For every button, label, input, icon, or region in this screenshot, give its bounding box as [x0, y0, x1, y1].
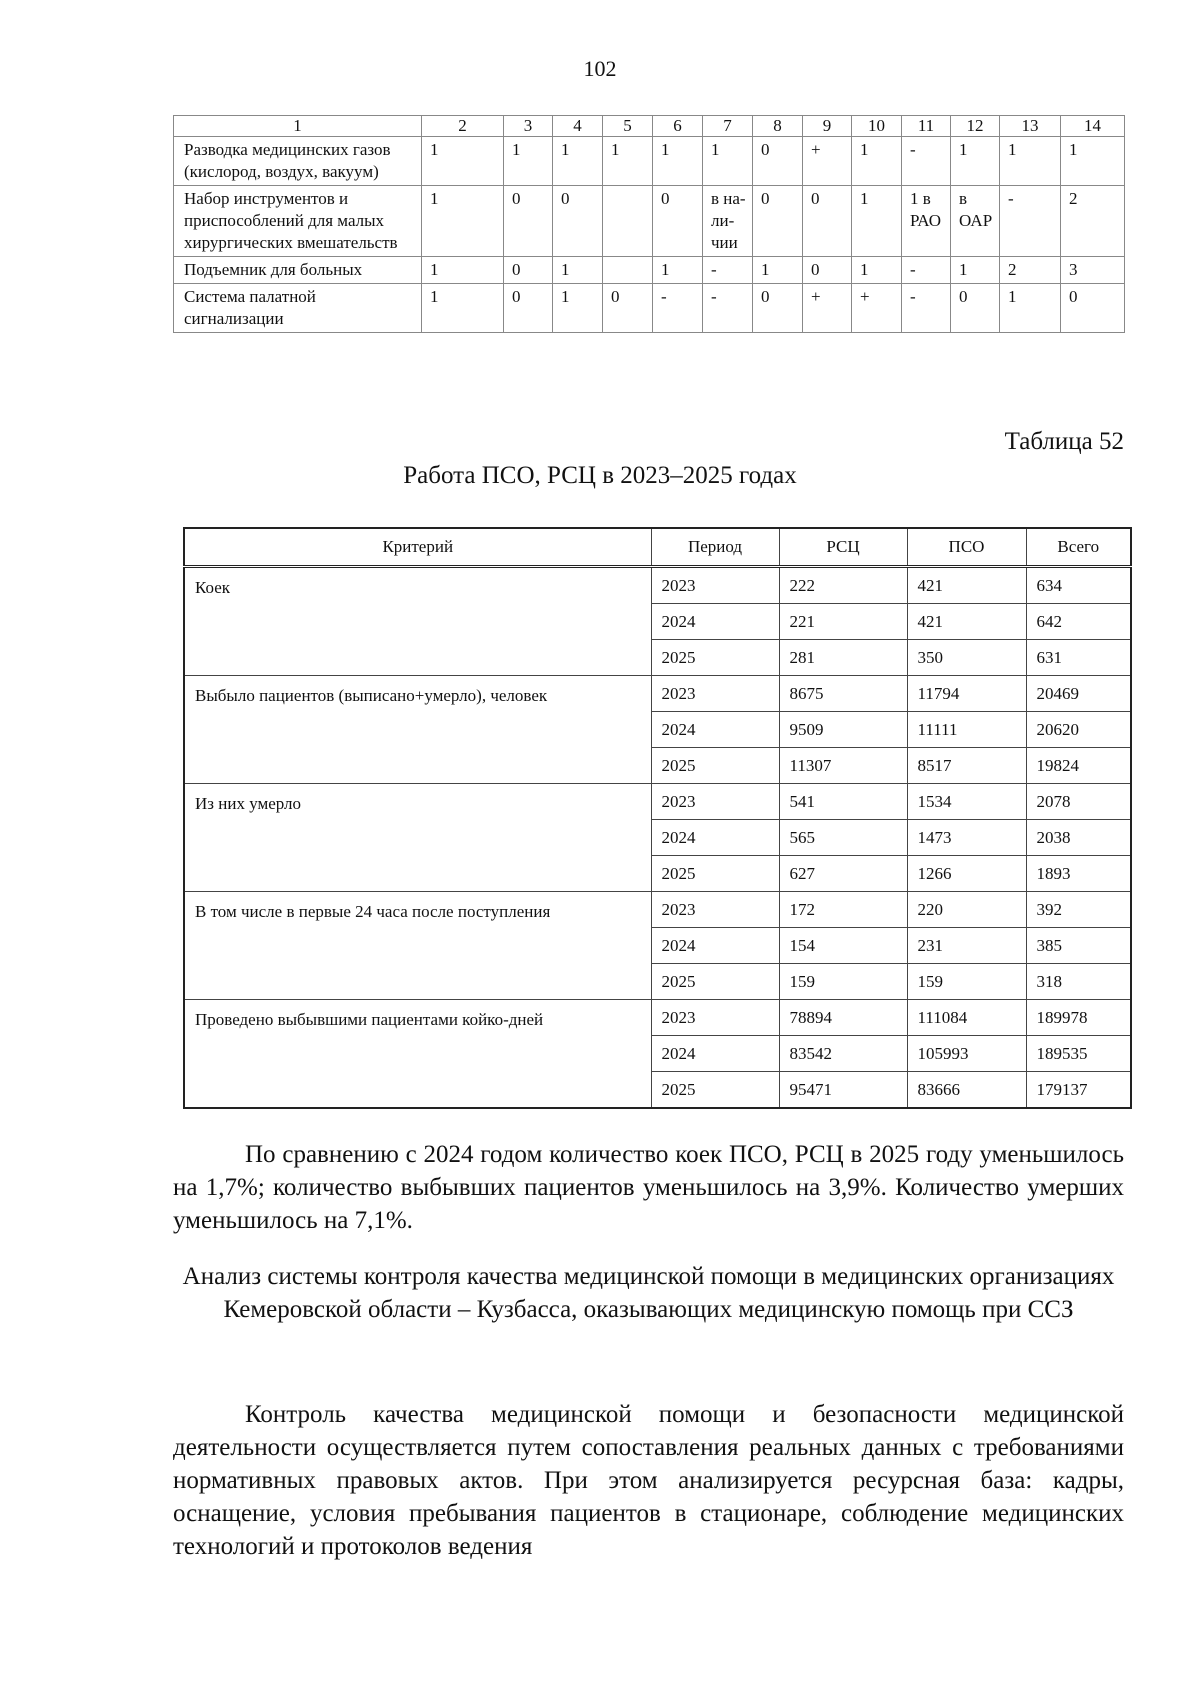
table-cell: - [902, 257, 951, 284]
table-cell: - [703, 257, 753, 284]
criterion-cell: Из них умерло [184, 784, 651, 892]
value-cell: 159 [907, 964, 1026, 1000]
value-cell: 565 [779, 820, 907, 856]
value-cell: 8517 [907, 748, 1026, 784]
period-cell: 2024 [651, 820, 779, 856]
period-cell: 2023 [651, 784, 779, 820]
criterion-cell: Коек [184, 567, 651, 676]
value-cell: 8675 [779, 676, 907, 712]
table-cell: 0 [753, 284, 803, 333]
table-row [184, 676, 1131, 712]
value-cell: 83542 [779, 1036, 907, 1072]
value-cell: 95471 [779, 1072, 907, 1109]
table-cell: 1 [951, 137, 1000, 186]
value-cell: 105993 [907, 1036, 1026, 1072]
value-cell: 189978 [1026, 1000, 1131, 1036]
value-cell: 189535 [1026, 1036, 1131, 1072]
table-cell: 1 [1000, 284, 1061, 333]
table-cell: 0 [504, 186, 553, 257]
table-cell: 1 [553, 137, 603, 186]
page-number: 102 [583, 56, 617, 81]
criterion-cell: Выбыло пациентов (выписано+умерло), человек [184, 676, 651, 784]
table-cell: 1 [422, 284, 504, 333]
column-header: 4 [553, 116, 603, 137]
table-cell: 1 [1061, 137, 1125, 186]
period-cell: 2024 [651, 928, 779, 964]
body-paragraph: Контроль качества медицинской помощи и безопасности медицинской деятельности осуществляется путем сопоставления реальных данных с требованиями нормативных правовых актов. При этом анализируется ресурсная база: кадры, оснащение, условия пребывания пациентов в стационаре, соблюдение медицинских технологий и протоколов ведения [173, 1401, 1124, 1560]
value-cell: 1893 [1026, 856, 1131, 892]
row-label: Система палатной сигнализации [174, 284, 422, 333]
table-cell: в на-ли-чии [703, 186, 753, 257]
table-cell: - [653, 284, 703, 333]
table-cell: 0 [951, 284, 1000, 333]
table-row [174, 257, 1125, 284]
value-cell: 385 [1026, 928, 1131, 964]
column-header: Критерий [184, 528, 651, 567]
criterion-cell: Проведено выбывшими пациентами койко-дней [184, 1000, 651, 1109]
table-cell: 1 [703, 137, 753, 186]
table-cell: - [1000, 186, 1061, 257]
table-cell: в ОАР [951, 186, 1000, 257]
row-label: Разводка медицинских газов (кислород, воздух, вакуум) [174, 137, 422, 186]
column-header: 1 [174, 116, 422, 137]
value-cell: 2078 [1026, 784, 1131, 820]
table-cell: 1 [603, 137, 653, 186]
table-cell: 1 [653, 137, 703, 186]
table-row [174, 137, 1125, 186]
pso-rsc-table [183, 527, 1132, 1109]
value-cell: 421 [907, 567, 1026, 604]
row-label: Набор инструментов и приспособлений для малых хирургических вмешательств [174, 186, 422, 257]
table-cell: 0 [803, 257, 852, 284]
table-cell: 1 [852, 137, 902, 186]
table-cell: 0 [504, 257, 553, 284]
period-cell: 2025 [651, 964, 779, 1000]
value-cell: 20620 [1026, 712, 1131, 748]
table-cell: 1 [753, 257, 803, 284]
column-header: 8 [753, 116, 803, 137]
table-cell: + [803, 137, 852, 186]
row-label: Подъемник для больных [174, 257, 422, 284]
table-cell: 1 [553, 284, 603, 333]
criterion-cell: В том числе в первые 24 часа после поступления [184, 892, 651, 1000]
column-header: 13 [1000, 116, 1061, 137]
table-cell: 0 [504, 284, 553, 333]
table-header-row [174, 116, 1125, 137]
value-cell: 642 [1026, 604, 1131, 640]
value-cell: 11111 [907, 712, 1026, 748]
table-cell: - [902, 284, 951, 333]
value-cell: 1266 [907, 856, 1026, 892]
column-header: 14 [1061, 116, 1125, 137]
value-cell: 19824 [1026, 748, 1131, 784]
value-cell: 231 [907, 928, 1026, 964]
value-cell: 11307 [779, 748, 907, 784]
table-cell: 1 [504, 137, 553, 186]
column-header: 2 [422, 116, 504, 137]
table-row [184, 784, 1131, 820]
column-header: Всего [1026, 528, 1131, 567]
column-header: РСЦ [779, 528, 907, 567]
table-cell: 1 [653, 257, 703, 284]
table-row [184, 892, 1131, 928]
value-cell: 421 [907, 604, 1026, 640]
value-cell: 111084 [907, 1000, 1026, 1036]
value-cell: 11794 [907, 676, 1026, 712]
table-cell: 1 [422, 257, 504, 284]
column-header: 5 [603, 116, 653, 137]
equipment-table [173, 115, 1125, 333]
table-cell: + [852, 284, 902, 333]
table-cell: 0 [753, 137, 803, 186]
value-cell: 541 [779, 784, 907, 820]
value-cell: 172 [779, 892, 907, 928]
value-cell: 154 [779, 928, 907, 964]
value-cell: 1534 [907, 784, 1026, 820]
value-cell: 350 [907, 640, 1026, 676]
period-cell: 2024 [651, 712, 779, 748]
value-cell: 179137 [1026, 1072, 1131, 1109]
column-header: 7 [703, 116, 753, 137]
table-cell: 0 [803, 186, 852, 257]
table-cell: 0 [603, 284, 653, 333]
column-header: 12 [951, 116, 1000, 137]
table-cell: + [803, 284, 852, 333]
column-header: 11 [902, 116, 951, 137]
table-cell: - [703, 284, 753, 333]
table-row [174, 284, 1125, 333]
table-cell: 1 [852, 257, 902, 284]
value-cell: 222 [779, 567, 907, 604]
table-cell: 0 [753, 186, 803, 257]
table-number: Таблица 52 [1004, 428, 1124, 455]
column-header: 3 [504, 116, 553, 137]
value-cell: 159 [779, 964, 907, 1000]
section-heading: Анализ системы контроля качества медицинской помощи в медицинских организациях Кемеровской области – Кузбасса, оказывающих медицинскую помощь при ССЗ [182, 1263, 1115, 1323]
table-cell: 3 [1061, 257, 1125, 284]
period-cell: 2025 [651, 748, 779, 784]
table-cell [603, 186, 653, 257]
table-header-row [184, 528, 1131, 567]
table-cell: 1 [422, 186, 504, 257]
table-cell: - [902, 137, 951, 186]
column-header: ПСО [907, 528, 1026, 567]
table-cell: 0 [1061, 284, 1125, 333]
value-cell: 220 [907, 892, 1026, 928]
table-row [184, 1000, 1131, 1036]
table-cell: 2 [1061, 186, 1125, 257]
period-cell: 2025 [651, 856, 779, 892]
column-header: 9 [803, 116, 852, 137]
value-cell: 634 [1026, 567, 1131, 604]
value-cell: 9509 [779, 712, 907, 748]
value-cell: 318 [1026, 964, 1131, 1000]
table-cell: 1 [951, 257, 1000, 284]
table-cell: 0 [653, 186, 703, 257]
period-cell: 2023 [651, 567, 779, 604]
value-cell: 1473 [907, 820, 1026, 856]
table-cell: 1 в РАО [902, 186, 951, 257]
period-cell: 2023 [651, 1000, 779, 1036]
period-cell: 2023 [651, 892, 779, 928]
value-cell: 221 [779, 604, 907, 640]
period-cell: 2025 [651, 1072, 779, 1109]
period-cell: 2024 [651, 1036, 779, 1072]
table-cell: 0 [553, 186, 603, 257]
table-cell [603, 257, 653, 284]
value-cell: 20469 [1026, 676, 1131, 712]
table-row [174, 186, 1125, 257]
table-cell: 1 [422, 137, 504, 186]
table-title: Работа ПСО, РСЦ в 2023–2025 годах [403, 462, 797, 489]
period-cell: 2025 [651, 640, 779, 676]
value-cell: 2038 [1026, 820, 1131, 856]
column-header: 6 [653, 116, 703, 137]
table-cell: 1 [1000, 137, 1061, 186]
period-cell: 2023 [651, 676, 779, 712]
column-header: Период [651, 528, 779, 567]
value-cell: 392 [1026, 892, 1131, 928]
value-cell: 631 [1026, 640, 1131, 676]
value-cell: 627 [779, 856, 907, 892]
period-cell: 2024 [651, 604, 779, 640]
table-cell: 1 [553, 257, 603, 284]
value-cell: 281 [779, 640, 907, 676]
table-cell: 1 [852, 186, 902, 257]
column-header: 10 [852, 116, 902, 137]
table-row [184, 567, 1131, 604]
table-cell: 2 [1000, 257, 1061, 284]
summary-paragraph: По сравнению с 2024 годом количество коек ПСО, РСЦ в 2025 году уменьшилось на 1,7%; количество выбывших пациентов уменьшилось на 3,9%. Количество умерших уменьшилось на 7,1%. [173, 1141, 1124, 1234]
value-cell: 78894 [779, 1000, 907, 1036]
value-cell: 83666 [907, 1072, 1026, 1109]
